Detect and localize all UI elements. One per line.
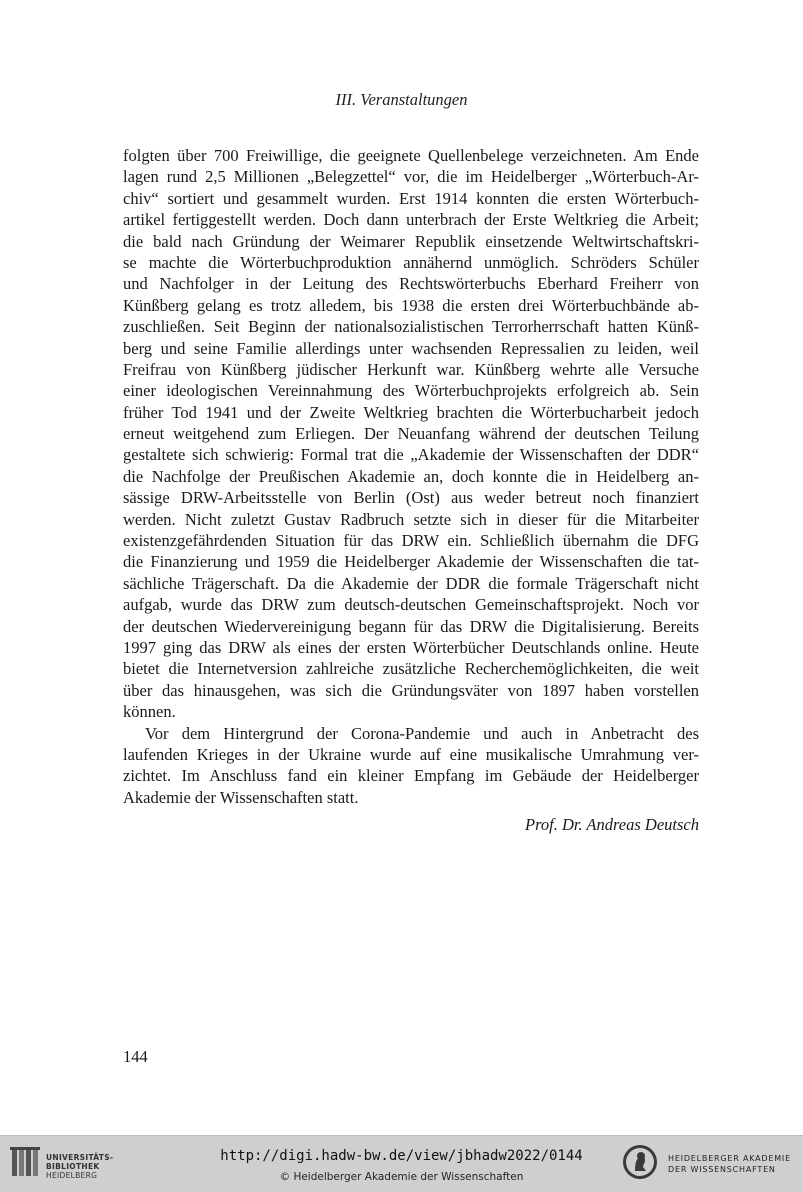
text-line: Künßberg gelang es trotz alledem, bis 1938 die ersten drei Wörterbuchbände ab-	[123, 295, 699, 315]
academy-name-line: DER WISSENSCHAFTEN	[668, 1165, 776, 1174]
library-name-line: BIBLIOTHEK	[46, 1162, 100, 1171]
text-line: laufenden Krieges in der Ukraine wurde auf eine musikalische Umrahmung ver-	[123, 744, 699, 764]
page-number: 144	[123, 1047, 148, 1066]
text-line: werden. Nicht zuletzt Gustav Radbruch setzte sich in dieser für die Mitarbeiter	[123, 509, 699, 529]
text-line: der deutschen Wiedervereinigung begann für das DRW die Digitalisierung. Bereits	[123, 616, 699, 636]
text-line: sächliche Trägerschaft. Da die Akademie der DDR die formale Trägerschaft nicht	[123, 573, 699, 593]
text-line: bietet die Internetversion zahlreiche zusätzliche Recherchemöglichkeiten, die weit	[123, 659, 699, 679]
text-line: können.	[123, 702, 176, 722]
body-text	[123, 145, 699, 808]
text-line: artikel fertiggestellt werden. Doch dann unterbrach der Erste Weltkrieg die Arbeit;	[123, 210, 699, 230]
text-line: sässige DRW-Arbeitsstelle von Berlin (Ost) aus weder betreut noch finanziert	[123, 488, 699, 508]
academy-logo[interactable]	[622, 1142, 800, 1186]
text-line: folgten über 700 Freiwillige, die geeignete Quellenbelege verzeichneten. Am Ende	[123, 146, 699, 165]
text-line: früher Tod 1941 und der Zweite Weltkrieg brachten die Wörterbucharbeit jedoch	[123, 402, 699, 422]
academy-name-line: HEIDELBERGER AKADEMIE	[668, 1154, 791, 1163]
text-line: aufgab, wurde das DRW zum deutsch-deutschen Gemeinschaftsprojekt. Noch vor	[123, 595, 699, 615]
text-line: zuschließen. Seit Beginn der nationalsozialistischen Terrorherrschaft hatten Künß-	[123, 317, 699, 337]
academy-name	[668, 1153, 791, 1175]
text-line: die Finanzierung und 1959 die Heidelberger Akademie der Wissenschaften die tat-	[123, 552, 699, 572]
permalink-url[interactable]: http://digi.hadw-bw.de/view/jbhadw2022/0144	[220, 1148, 583, 1164]
library-name-line: UNIVERSITÄTS-	[46, 1153, 114, 1162]
text-line: lagen rund 2,5 Millionen „Belegzettel“ vor, die im Heidelberger „Wörterbuch-Ar-	[123, 167, 699, 187]
text-line: die bald nach Gründung der Weimarer Republik einsetzende Weltwirtschaftskri-	[123, 231, 699, 251]
text-line: die Nachfolge der Preußischen Akademie an, doch konnte die in Heidelberg an-	[123, 466, 699, 486]
text-line: Vor dem Hintergrund der Corona-Pandemie und auch in Anbetracht des	[145, 723, 699, 743]
text-line: existenzgefährdenden Situation für das DRW ein. Schließlich übernahm die DFG	[123, 531, 699, 551]
author-signature: Prof. Dr. Andreas Deutsch	[524, 815, 699, 834]
text-line: erneut weitgehend zum Erliegen. Der Neuanfang während der deutschen Teilung	[123, 424, 699, 444]
library-name-line: HEIDELBERG	[46, 1171, 98, 1180]
copyright-notice: © Heidelberger Akademie der Wissenschaften	[279, 1171, 524, 1183]
text-line: Akademie der Wissenschaften statt.	[123, 787, 359, 807]
paragraph-1	[123, 145, 699, 723]
text-line: zichtet. Im Anschluss fand ein kleiner Empfang im Gebäude der Heidelberger	[123, 766, 699, 786]
academy-seal-icon	[622, 1144, 658, 1180]
text-line: se machte die Wörterbuchproduktion annähernd unmöglich. Schröders Schüler	[123, 252, 699, 272]
text-line: chiv“ sortiert und gesammelt wurden. Erst 1914 konnten die ersten Wörterbuch-	[123, 188, 699, 208]
text-line: und Nachfolger in der Leitung des Rechtswörterbuchs Eberhard Freiherr von	[123, 274, 699, 294]
text-line: gestaltete sich schwierig: Formal trat die „Akademie der Wissenschaften der DDR“	[123, 445, 699, 465]
running-head: III. Veranstaltungen	[335, 90, 468, 109]
text-line: über das hinausgehen, was sich die Gründungsväter von 1897 haben vorstellen	[123, 680, 699, 700]
text-line: 1997 ging das DRW als eines der ersten Wörterbücher Deutschlands online. Heute	[123, 637, 699, 657]
paragraph-2	[123, 723, 699, 809]
viewer-footer	[0, 1135, 803, 1192]
text-line: Freifrau von Künßberg jüdischer Herkunft war. Künßberg wehrte alle Versuche	[123, 359, 699, 379]
text-line: berg und seine Familie allerdings unter wachsenden Repressalien zu leiden, weil	[123, 338, 699, 358]
text-line: einer ideologischen Vereinnahmung des Wörterbuchprojekts erfolgreich ab. Sein	[123, 381, 699, 401]
